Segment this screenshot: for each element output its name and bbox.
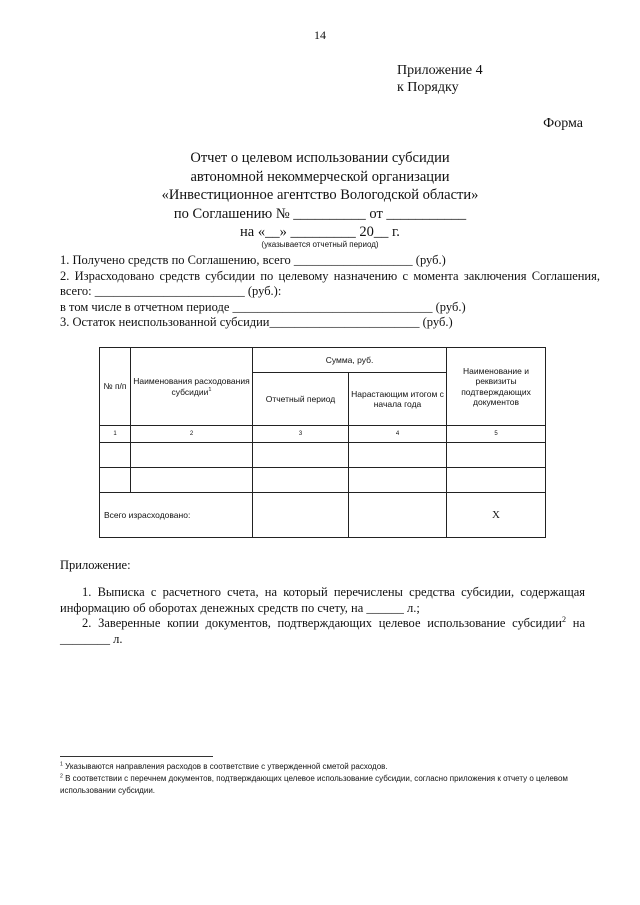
header-period: Отчетный период [253,373,349,426]
appendix-line-1: Приложение 4 [397,63,483,78]
table-total-row [100,493,546,538]
appendix-header [397,62,483,96]
footnote-2-number: 2 [60,773,63,780]
expense-table [99,347,546,538]
table-cell[interactable] [100,468,131,493]
title-line-1: Отчет о целевом использовании субсидии [190,150,450,166]
table-header-row [100,348,546,373]
header-num: № п/п [100,348,131,426]
table-cell[interactable] [253,468,349,493]
table-cell[interactable] [253,443,349,468]
header-sum: Сумма, руб. [253,348,447,373]
total-label: Всего израсходовано: [100,493,253,538]
title-line-4: по Соглашению № __________ от ___________ [173,205,467,222]
table-cell[interactable] [447,468,546,493]
period-note: (указывается отчетный период) [261,240,379,249]
footnote-2 [60,773,585,797]
attachment-item-2-footnote: 2 [562,614,567,624]
item-remaining: 3. Остаток неиспользованной субсидии________________________ (руб.) [60,315,453,329]
index-cell: 1 [100,426,131,443]
total-period-cell[interactable] [253,493,349,538]
attachment-list [60,585,585,647]
attachment-item-2 [60,616,585,647]
footnote-1 [60,761,585,773]
report-title [0,149,640,242]
table-cell[interactable] [349,468,447,493]
header-name [131,348,253,426]
table-cell[interactable] [447,443,546,468]
index-cell: 3 [253,426,349,443]
item-received: 1. Получено средств по Соглашению, всего ___________________ (руб.) [60,253,446,267]
report-items [60,253,600,331]
index-cell: 2 [131,426,253,443]
header-name-footnote: 1 [208,386,212,393]
header-docs: Наименование и реквизиты подтверждающих документов [447,348,546,426]
form-label: Форма [543,116,583,131]
item-spent: 2. Израсходовано средств субсидии по целевому назначению с момента заключения Соглашения, всего: ________________________ (руб.): [60,268,600,298]
index-cell: 4 [349,426,447,443]
attachment-item-2-tail: на ________ л. [60,616,585,646]
title-line-2: автономной некоммерческой организации [190,168,450,185]
table-cell[interactable] [131,468,253,493]
title-line-5: на «__» _________ 20__ г. [240,224,400,240]
attachment-heading: Приложение: [60,558,131,572]
table-cell[interactable] [131,443,253,468]
header-cumulative: Нарастающим итогом с начала года [349,373,447,426]
index-cell: 5 [447,426,546,443]
appendix-line-2: к Порядку [397,80,459,95]
table-cell[interactable] [100,443,131,468]
footnote-divider [60,756,213,757]
page-number: 14 [314,28,326,42]
total-cumulative-cell[interactable] [349,493,447,538]
total-docs-mark: X [447,493,546,538]
table-index-row [100,426,546,443]
item-spent-period: в том числе в отчетном периоде ________________________________ (руб.) [60,299,466,314]
footnotes [60,761,585,797]
attachment-item-1: 1. Выписка с расчетного счета, на который перечислены средства субсидии, содержащая информацию об оборотах денежных средств по счету, на ______ л.; [60,585,585,615]
title-line-3: «Инвестиционное агентство Вологодской области» [161,187,479,203]
table-row [100,443,546,468]
footnote-1-number: 1 [60,761,63,768]
footnote-1-text: Указываются направления расходов в соответствие с утвержденной сметой расходов. [62,762,388,771]
table-row [100,468,546,493]
footnote-2-text: В соответствии с перечнем документов, подтверждающих целевое использование субсидии, согласно приложения к отчету о целевом использовании субсидии. [60,774,568,795]
header-name-text: Наименования расходования субсидии [133,376,250,397]
attachment-item-2-text: 2. Заверенные копии документов, подтверждающих целевое использование субсидии [82,616,562,630]
table-cell[interactable] [349,443,447,468]
